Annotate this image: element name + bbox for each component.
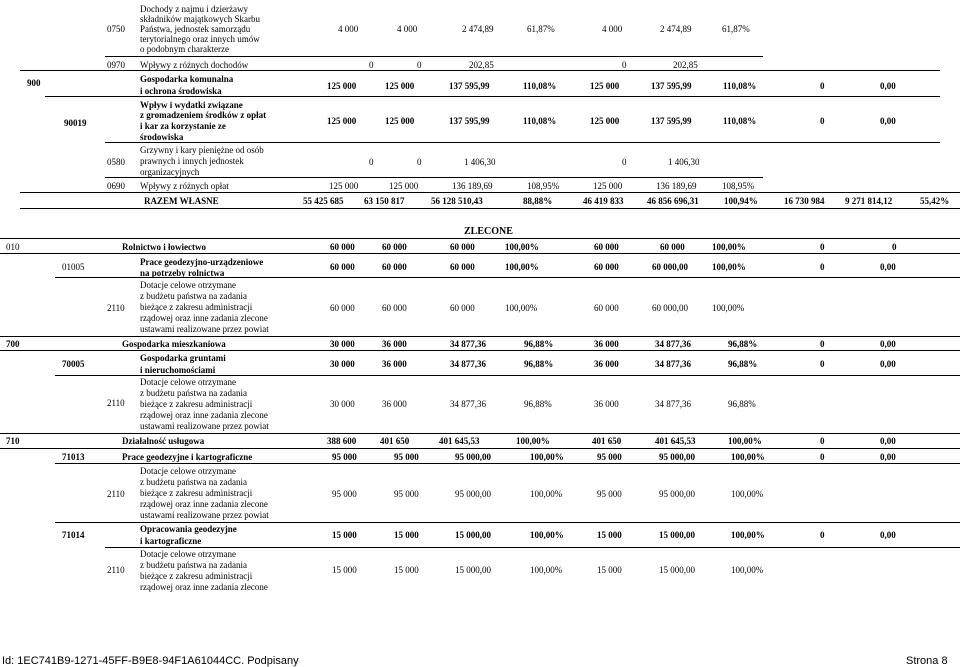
value-cell: 15 000 [394,530,419,540]
value-cell: 96,88% [728,339,758,349]
value-cell: 60 000 [594,242,619,252]
rule [20,192,960,193]
rule [55,277,960,278]
value-cell: 4 000 [397,24,418,34]
value-cell: 137 595,99 [651,81,692,91]
value-cell: 0 [417,60,422,70]
row-code: 01005 [62,262,85,272]
total-value: 9 271 814,12 [845,196,893,206]
row-name-line: bieżące z zakresu administracji [140,399,253,409]
value-cell: 100,00% [731,452,765,462]
value-cell: 125 000 [385,81,415,91]
row-name-line: i kar za korzystanie ze [140,121,226,131]
value-cell: 60 000 [330,262,355,272]
value-cell: 100,00% [516,436,550,446]
value-cell: 0 [820,339,825,349]
value-cell: 137 595,99 [449,81,490,91]
value-cell: 96,88% [728,359,758,369]
value-cell: 0 [820,359,825,369]
value-cell: 4 000 [338,24,359,34]
value-cell: 95 000,00 [659,452,695,462]
rule [45,96,940,97]
row-name: Gospodarka mieszkaniowa [122,339,226,349]
row-code: 700 [6,339,20,349]
row-code: 0690 [107,181,125,191]
value-cell: 1 406,30 [668,157,700,167]
row-code: 2110 [107,303,125,313]
value-cell: 100,00% [505,303,538,313]
row-name-line: środowiska [140,132,184,142]
value-cell: 108,95% [722,181,755,191]
value-cell: 401 645,53 [439,436,480,446]
value-cell: 15 000 [332,530,357,540]
value-cell: 136 189,69 [452,181,493,191]
row-name-line: ustawami realizowane przez powiat [140,421,269,431]
value-cell: 125 000 [385,116,415,126]
value-cell: 95 000 [597,452,622,462]
value-cell: 100,00% [731,489,764,499]
value-cell: 4 000 [602,24,623,34]
value-cell: 401 650 [592,436,622,446]
value-cell: 0,00 [880,339,896,349]
value-cell: 60 000 [382,242,407,252]
value-cell: 95 000,00 [455,452,491,462]
row-name-line: Gospodarka gruntami [140,353,226,363]
row-code: 71013 [62,452,85,462]
row-code: 0750 [107,24,125,34]
row-name-line: z budżetu państwa na zadania [140,388,247,398]
value-cell: 0 [892,242,897,252]
row-name-line: Prace geodezyjno-urządzeniowe [140,257,264,267]
total-value: 56 128 510,43 [431,196,483,206]
value-cell: 15 000 [332,565,357,575]
row-name-line: o podobnym charakterze [140,44,229,54]
value-cell: 95 000 [332,489,357,499]
value-cell: 0,00 [880,452,896,462]
row-name-line: z budżetu państwa na zadania [140,291,247,301]
value-cell: 60 000 [594,262,619,272]
value-cell: 0,00 [880,359,896,369]
row-name-line: z budżetu państwa na zadania [140,477,247,487]
value-cell: 0 [369,60,374,70]
document-id: Id: 1EC741B9-1271-45FF-B9E8-94F1A61044CC. Podpisany [2,655,299,667]
rule [105,56,763,57]
value-cell: 108,95% [527,181,560,191]
row-name-line: z gromadzeniem środków z opłat [140,110,267,120]
total-value: 63 150 817 [364,196,405,206]
value-cell: 100,00% [530,489,563,499]
value-cell: 96,88% [524,399,552,409]
value-cell: 100,00% [505,262,539,272]
value-cell: 95 000 [394,452,419,462]
value-cell: 0,00 [880,116,896,126]
rule [0,433,960,434]
row-name-line: i nieruchomościami [140,365,216,375]
value-cell: 36 000 [382,339,407,349]
row-code: 0970 [107,60,125,70]
value-cell: 61,87% [527,24,555,34]
rule [20,70,940,71]
value-cell: 95 000 [597,489,622,499]
row-code: 2110 [107,489,125,499]
value-cell: 125 000 [593,181,623,191]
value-cell: 100,00% [505,242,539,252]
value-cell: 15 000,00 [455,565,491,575]
rule [0,448,960,449]
value-cell: 60 000 [450,242,475,252]
rule [0,336,960,337]
row-code: 2110 [107,565,125,575]
value-cell: 34 877,36 [450,339,486,349]
value-cell: 0 [369,157,374,167]
value-cell: 0 [622,157,627,167]
row-name-line: Dotacje celowe otrzymane [140,280,236,290]
row-name-line: ustawami realizowane przez powiat [140,510,269,520]
value-cell: 100,00% [530,530,564,540]
value-cell: 34 877,36 [450,359,486,369]
row-name: Wpływy z różnych dochodów [140,60,249,70]
row-name-line: bieżące z zakresu administracji [140,302,253,312]
rule [20,208,960,209]
row-name: Rolnictwo i łowiectwo [122,242,206,252]
rule [0,350,960,351]
value-cell: 137 595,99 [651,116,692,126]
value-cell: 0 [820,81,825,91]
row-name-line: Dotacje celowe otrzymane [140,377,236,387]
total-value: 55,42% [920,196,950,206]
row-code: 900 [27,78,41,88]
row-code: 70005 [62,359,85,369]
value-cell: 401 650 [380,436,410,446]
value-cell: 61,87% [722,24,750,34]
row-name-line: rządowej oraz inne zadania zlecone [140,499,268,509]
row-name-line: Dochody z najmu i dzierżawy [140,4,248,14]
value-cell: 96,88% [728,399,756,409]
value-cell: 95 000 [394,489,419,499]
value-cell: 125 000 [329,181,359,191]
total-value: 55 425 685 [303,196,344,206]
row-name-line: Gospodarka komunalna [140,74,234,84]
value-cell: 96,88% [524,339,554,349]
value-cell: 30 000 [330,359,355,369]
rule [55,522,960,523]
value-cell: 100,00% [731,565,764,575]
value-cell: 60 000,00 [652,303,688,313]
row-name-line: składników majątkowych Skarbu [140,14,260,24]
value-cell: 95 000,00 [455,489,491,499]
value-cell: 60 000 [594,303,619,313]
value-cell: 0 [820,242,825,252]
row-code: 2110 [107,398,125,408]
total-value: 16 730 984 [784,196,825,206]
rule [105,142,940,143]
row-name-line: Dotacje celowe otrzymane [140,466,236,476]
value-cell: 0,00 [880,262,896,272]
row-name-line: Wpływ i wydatki związane [140,100,243,110]
total-value: 46 856 696,31 [647,196,699,206]
row-name-line: rządowej oraz inne zadania zlecone [140,410,268,420]
value-cell: 0,00 [880,436,896,446]
value-cell: 60 000 [450,262,475,272]
value-cell: 60 000 [330,303,355,313]
rule [0,238,960,239]
rule [0,253,960,254]
rule [105,177,763,178]
value-cell: 0 [820,436,825,446]
row-name-line: Opracowania geodezyjne [140,524,237,534]
row-name-line: rządowej oraz inne zadania zlecone [140,582,268,592]
value-cell: 0 [622,60,627,70]
value-cell: 125 000 [327,116,357,126]
value-cell: 125 000 [327,81,357,91]
row-code: 90019 [64,118,87,128]
value-cell: 15 000 [394,565,419,575]
page-number: Strona 8 [906,655,948,667]
value-cell: 36 000 [594,399,619,409]
value-cell: 110,08% [723,81,757,91]
row-name: Prace geodezyjne i kartograficzne [122,452,253,462]
value-cell: 60 000,00 [652,262,688,272]
value-cell: 100,00% [712,262,746,272]
value-cell: 15 000 [597,565,622,575]
row-name-line: rządowej oraz inne zadania zlecone [140,313,268,323]
value-cell: 15 000 [597,530,622,540]
value-cell: 60 000 [450,303,475,313]
value-cell: 34 877,36 [655,339,691,349]
value-cell: 96,88% [524,359,554,369]
rule [105,547,960,548]
value-cell: 401 645,53 [655,436,696,446]
row-name-line: prawnych i innych jednostek [140,156,244,166]
row-name-line: Grzywny i kary pieniężne od osób [140,145,264,155]
value-cell: 100,00% [530,565,563,575]
row-name-line: terytorialnego oraz innych umów [140,34,260,44]
row-name: Wpływy z różnych opłat [140,181,229,191]
value-cell: 15 000,00 [659,530,695,540]
value-cell: 36 000 [594,339,619,349]
rule [55,463,960,464]
row-name-line: na potrzeby rolnictwa [140,268,225,278]
value-cell: 0 [820,452,825,462]
value-cell: 388 600 [327,436,357,446]
row-code: 71014 [62,530,85,540]
value-cell: 125 000 [590,116,620,126]
value-cell: 36 000 [382,359,407,369]
row-code: 0580 [107,157,125,167]
row-name-line: i ochrona środowiska [140,86,222,96]
value-cell: 110,08% [523,116,557,126]
value-cell: 0 [820,262,825,272]
value-cell: 125 000 [389,181,419,191]
total-label: RAZEM WŁASNE [144,196,219,206]
row-code: 710 [6,436,20,446]
value-cell: 100,00% [712,242,746,252]
value-cell: 2 474,89 [660,24,692,34]
value-cell: 60 000 [660,242,685,252]
total-value: 88,88% [523,196,553,206]
value-cell: 202,85 [469,60,494,70]
value-cell: 60 000 [382,262,407,272]
total-value: 46 419 833 [583,196,624,206]
value-cell: 30 000 [330,339,355,349]
row-name-line: Dotacje celowe otrzymane [140,549,236,559]
value-cell: 0,00 [880,81,896,91]
row-name: Działalność usługowa [122,436,205,446]
row-name-line: ustawami realizowane przez powiat [140,324,269,334]
value-cell: 110,08% [523,81,557,91]
value-cell: 15 000,00 [659,565,695,575]
value-cell: 60 000 [330,242,355,252]
value-cell: 1 406,30 [464,157,496,167]
value-cell: 0 [820,116,825,126]
section-heading: ZLECONE [464,226,513,237]
row-name-line: z budżetu państwa na zadania [140,560,247,570]
total-value: 100,94% [724,196,758,206]
value-cell: 95 000,00 [659,489,695,499]
value-cell: 100,00% [530,452,564,462]
value-cell: 100,00% [731,530,765,540]
value-cell: 60 000 [382,303,407,313]
value-cell: 100,00% [728,436,762,446]
rule [55,375,960,376]
row-code: 010 [6,242,20,252]
value-cell: 0,00 [880,530,896,540]
row-name-line: bieżące z zakresu administracji [140,571,253,581]
value-cell: 95 000 [332,452,357,462]
value-cell: 0 [417,157,422,167]
value-cell: 125 000 [590,81,620,91]
value-cell: 15 000,00 [455,530,491,540]
value-cell: 202,85 [673,60,698,70]
row-name-line: organizacyjnych [140,167,200,177]
row-name-line: i kartograficzne [140,536,202,546]
row-name-line: bieżące z zakresu administracji [140,488,253,498]
value-cell: 36 000 [382,399,407,409]
value-cell: 34 877,36 [655,359,691,369]
value-cell: 136 189,69 [656,181,697,191]
value-cell: 30 000 [330,399,355,409]
value-cell: 2 474,89 [462,24,494,34]
value-cell: 34 877,36 [655,399,691,409]
value-cell: 100,00% [712,303,745,313]
value-cell: 137 595,99 [449,116,490,126]
value-cell: 34 877,36 [450,399,486,409]
row-name-line: Państwa, jednostek samorządu [140,24,251,34]
value-cell: 0 [820,530,825,540]
value-cell: 36 000 [594,359,619,369]
value-cell: 110,08% [723,116,757,126]
